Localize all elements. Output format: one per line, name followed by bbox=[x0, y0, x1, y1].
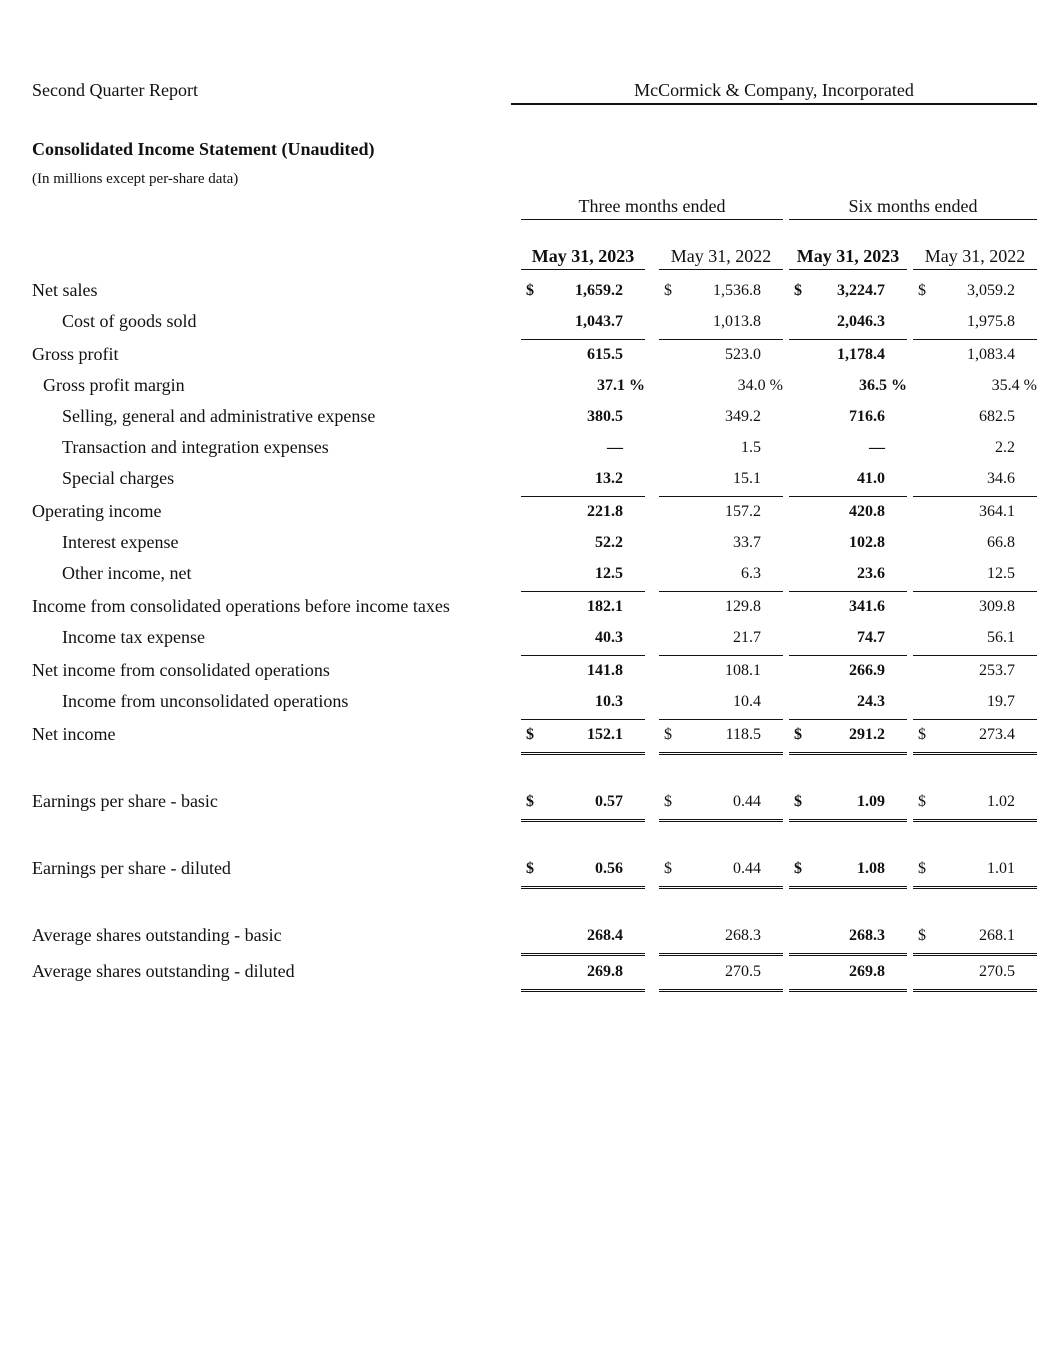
value-cell bbox=[913, 439, 1037, 465]
cell-value: 716.6 bbox=[849, 408, 885, 425]
value-cell bbox=[521, 662, 645, 688]
statement-subtitle: (In millions except per-share data) bbox=[32, 171, 239, 187]
value-cell bbox=[913, 282, 1037, 308]
cell-value: 36.5 % bbox=[859, 377, 907, 394]
value-cell bbox=[521, 377, 645, 403]
company-name: McCormick & Company, Incorporated bbox=[511, 80, 1037, 105]
value-cell bbox=[659, 470, 783, 497]
cell-value: 266.9 bbox=[849, 662, 885, 679]
cell-value: 1.09 bbox=[857, 793, 885, 810]
value-cell bbox=[659, 377, 783, 403]
value-cell bbox=[659, 439, 783, 465]
value-cell bbox=[913, 534, 1037, 560]
currency-symbol: $ bbox=[918, 726, 926, 743]
value-cell bbox=[659, 963, 783, 992]
value-cell bbox=[521, 693, 645, 720]
currency-symbol: $ bbox=[918, 793, 926, 810]
value-cell bbox=[659, 346, 783, 372]
cell-value: 268.1 bbox=[979, 927, 1015, 944]
group-header-three-months: Three months ended bbox=[521, 196, 783, 220]
column-header-6m-2022: May 31, 2022 bbox=[913, 246, 1037, 270]
value-cell bbox=[789, 470, 907, 497]
cell-value: 291.2 bbox=[849, 726, 885, 743]
value-cell bbox=[659, 860, 783, 889]
currency-symbol: $ bbox=[794, 726, 802, 743]
table-row bbox=[0, 437, 1055, 468]
value-cell bbox=[789, 598, 907, 624]
cell-value: 35.4 % bbox=[991, 377, 1037, 394]
cell-value: 523.0 bbox=[725, 346, 761, 363]
table-row bbox=[0, 468, 1055, 499]
cell-value: 141.8 bbox=[587, 662, 623, 679]
cell-value: 349.2 bbox=[725, 408, 761, 425]
currency-symbol: $ bbox=[526, 793, 534, 810]
cell-value: 41.0 bbox=[857, 470, 885, 487]
value-cell bbox=[913, 793, 1037, 822]
row-label: Earnings per share - basic bbox=[32, 791, 218, 811]
table-row bbox=[0, 925, 1055, 956]
table-row bbox=[0, 961, 1055, 992]
row-label: Cost of goods sold bbox=[62, 311, 197, 331]
value-cell bbox=[659, 726, 783, 755]
cell-value: 268.3 bbox=[849, 927, 885, 944]
cell-value: 157.2 bbox=[725, 503, 761, 520]
value-cell bbox=[913, 693, 1037, 720]
cell-value: 0.44 bbox=[733, 860, 761, 877]
cell-value: 682.5 bbox=[979, 408, 1015, 425]
row-label: Net income bbox=[32, 724, 116, 744]
value-cell bbox=[521, 534, 645, 560]
cell-value: 1.02 bbox=[987, 793, 1015, 810]
value-cell bbox=[521, 598, 645, 624]
cell-value: 23.6 bbox=[857, 565, 885, 582]
table-row bbox=[0, 406, 1055, 437]
cell-value: 269.8 bbox=[849, 963, 885, 980]
value-cell bbox=[521, 346, 645, 372]
row-label: Other income, net bbox=[62, 563, 192, 583]
value-cell bbox=[913, 598, 1037, 624]
cell-value: 118.5 bbox=[725, 726, 761, 743]
table-row bbox=[0, 596, 1055, 627]
cell-value: — bbox=[607, 439, 623, 456]
value-cell bbox=[789, 927, 907, 956]
value-cell bbox=[521, 439, 645, 465]
table-row bbox=[0, 724, 1055, 755]
value-cell bbox=[913, 662, 1037, 688]
cell-value: 1.5 bbox=[741, 439, 761, 456]
value-cell bbox=[521, 860, 645, 889]
value-cell bbox=[521, 565, 645, 592]
row-label: Income from unconsolidated operations bbox=[62, 691, 349, 711]
row-label: Average shares outstanding - diluted bbox=[32, 961, 295, 981]
cell-value: 52.2 bbox=[595, 534, 623, 551]
cell-value: 15.1 bbox=[733, 470, 761, 487]
cell-value: 1.08 bbox=[857, 860, 885, 877]
cell-value: 253.7 bbox=[979, 662, 1015, 679]
cell-value: 309.8 bbox=[979, 598, 1015, 615]
currency-symbol: $ bbox=[526, 282, 534, 299]
table-row bbox=[0, 627, 1055, 658]
row-label: Operating income bbox=[32, 501, 162, 521]
value-cell bbox=[913, 927, 1037, 956]
currency-symbol: $ bbox=[526, 860, 534, 877]
statement-title: Consolidated Income Statement (Unaudited) bbox=[32, 139, 375, 159]
currency-symbol: $ bbox=[526, 726, 534, 743]
value-cell bbox=[521, 282, 645, 308]
table-row bbox=[0, 691, 1055, 722]
cell-value: 1,083.4 bbox=[967, 346, 1015, 363]
currency-symbol: $ bbox=[794, 860, 802, 877]
table-row bbox=[0, 791, 1055, 822]
cell-value: 270.5 bbox=[979, 963, 1015, 980]
value-cell bbox=[913, 346, 1037, 372]
value-cell bbox=[521, 927, 645, 956]
column-header-3m-2023: May 31, 2023 bbox=[521, 246, 645, 270]
cell-value: 12.5 bbox=[595, 565, 623, 582]
cell-value: 34.6 bbox=[987, 470, 1015, 487]
table-row bbox=[0, 311, 1055, 342]
table-row bbox=[0, 563, 1055, 594]
value-cell bbox=[789, 565, 907, 592]
cell-value: 74.7 bbox=[857, 629, 885, 646]
report-name: Second Quarter Report bbox=[32, 80, 198, 100]
table-row bbox=[0, 344, 1055, 375]
value-cell bbox=[659, 503, 783, 529]
cell-value: 2.2 bbox=[995, 439, 1015, 456]
cell-value: 268.4 bbox=[587, 927, 623, 944]
currency-symbol: $ bbox=[664, 282, 672, 299]
value-cell bbox=[913, 503, 1037, 529]
value-cell bbox=[789, 662, 907, 688]
value-cell bbox=[913, 860, 1037, 889]
cell-value: 129.8 bbox=[725, 598, 761, 615]
value-cell bbox=[521, 793, 645, 822]
cell-value: 420.8 bbox=[849, 503, 885, 520]
table-row bbox=[0, 375, 1055, 406]
cell-value: 102.8 bbox=[849, 534, 885, 551]
value-cell bbox=[659, 629, 783, 656]
cell-value: 37.1 % bbox=[597, 377, 645, 394]
value-cell bbox=[659, 693, 783, 720]
cell-value: 364.1 bbox=[979, 503, 1015, 520]
cell-value: 270.5 bbox=[725, 963, 761, 980]
row-label: Net income from consolidated operations bbox=[32, 660, 330, 680]
value-cell bbox=[659, 662, 783, 688]
cell-value: 13.2 bbox=[595, 470, 623, 487]
value-cell bbox=[521, 470, 645, 497]
cell-value: — bbox=[869, 439, 885, 456]
cell-value: 10.3 bbox=[595, 693, 623, 710]
cell-value: 21.7 bbox=[733, 629, 761, 646]
value-cell bbox=[659, 927, 783, 956]
cell-value: 0.44 bbox=[733, 793, 761, 810]
row-label: Average shares outstanding - basic bbox=[32, 925, 282, 945]
value-cell bbox=[789, 534, 907, 560]
value-cell bbox=[659, 282, 783, 308]
cell-value: 1,178.4 bbox=[837, 346, 885, 363]
value-cell bbox=[789, 793, 907, 822]
value-cell bbox=[659, 408, 783, 434]
value-cell bbox=[789, 629, 907, 656]
value-cell bbox=[659, 598, 783, 624]
table-row bbox=[0, 858, 1055, 889]
cell-value: 0.57 bbox=[595, 793, 623, 810]
cell-value: 1,536.8 bbox=[713, 282, 761, 299]
value-cell bbox=[789, 377, 907, 403]
cell-value: 273.4 bbox=[979, 726, 1015, 743]
row-label: Income tax expense bbox=[62, 627, 205, 647]
row-label: Special charges bbox=[62, 468, 175, 488]
value-cell bbox=[659, 793, 783, 822]
value-cell bbox=[521, 313, 645, 340]
cell-value: 66.8 bbox=[987, 534, 1015, 551]
value-cell bbox=[521, 629, 645, 656]
column-header-6m-2023: May 31, 2023 bbox=[789, 246, 907, 270]
row-label: Net sales bbox=[32, 280, 98, 300]
currency-symbol: $ bbox=[794, 282, 802, 299]
value-cell bbox=[789, 963, 907, 992]
value-cell bbox=[913, 726, 1037, 755]
cell-value: 1,659.2 bbox=[575, 282, 623, 299]
table-row bbox=[0, 660, 1055, 691]
cell-value: 10.4 bbox=[733, 693, 761, 710]
cell-value: 221.8 bbox=[587, 503, 623, 520]
value-cell bbox=[913, 470, 1037, 497]
cell-value: 33.7 bbox=[733, 534, 761, 551]
row-label: Interest expense bbox=[62, 532, 179, 552]
cell-value: 1,043.7 bbox=[575, 313, 623, 330]
row-label: Transaction and integration expenses bbox=[62, 437, 329, 457]
value-cell bbox=[521, 963, 645, 992]
table-row bbox=[0, 532, 1055, 563]
cell-value: 108.1 bbox=[725, 662, 761, 679]
table-row bbox=[0, 501, 1055, 532]
cell-value: 2,046.3 bbox=[837, 313, 885, 330]
cell-value: 269.8 bbox=[587, 963, 623, 980]
value-cell bbox=[913, 377, 1037, 403]
value-cell bbox=[789, 726, 907, 755]
value-cell bbox=[789, 860, 907, 889]
currency-symbol: $ bbox=[664, 860, 672, 877]
cell-value: 152.1 bbox=[587, 726, 623, 743]
value-cell bbox=[789, 282, 907, 308]
cell-value: 1.01 bbox=[987, 860, 1015, 877]
value-cell bbox=[789, 313, 907, 340]
cell-value: 6.3 bbox=[741, 565, 761, 582]
row-label: Earnings per share - diluted bbox=[32, 858, 231, 878]
currency-symbol: $ bbox=[664, 793, 672, 810]
group-header-six-months: Six months ended bbox=[789, 196, 1037, 220]
cell-value: 3,224.7 bbox=[837, 282, 885, 299]
value-cell bbox=[913, 408, 1037, 434]
cell-value: 615.5 bbox=[587, 346, 623, 363]
value-cell bbox=[521, 503, 645, 529]
currency-symbol: $ bbox=[664, 726, 672, 743]
cell-value: 1,975.8 bbox=[967, 313, 1015, 330]
value-cell bbox=[521, 408, 645, 434]
cell-value: 19.7 bbox=[987, 693, 1015, 710]
column-header-3m-2022: May 31, 2022 bbox=[659, 246, 783, 270]
value-cell bbox=[521, 726, 645, 755]
currency-symbol: $ bbox=[794, 793, 802, 810]
cell-value: 380.5 bbox=[587, 408, 623, 425]
currency-symbol: $ bbox=[918, 860, 926, 877]
cell-value: 0.56 bbox=[595, 860, 623, 877]
value-cell bbox=[789, 346, 907, 372]
value-cell bbox=[789, 693, 907, 720]
currency-symbol: $ bbox=[918, 282, 926, 299]
value-cell bbox=[789, 439, 907, 465]
cell-value: 40.3 bbox=[595, 629, 623, 646]
row-label: Gross profit margin bbox=[43, 375, 185, 395]
cell-value: 182.1 bbox=[587, 598, 623, 615]
value-cell bbox=[659, 313, 783, 340]
row-label: Gross profit bbox=[32, 344, 119, 364]
value-cell bbox=[789, 503, 907, 529]
cell-value: 34.0 % bbox=[737, 377, 783, 394]
cell-value: 1,013.8 bbox=[713, 313, 761, 330]
cell-value: 56.1 bbox=[987, 629, 1015, 646]
cell-value: 3,059.2 bbox=[967, 282, 1015, 299]
table-row bbox=[0, 280, 1055, 311]
row-label: Selling, general and administrative expense bbox=[62, 406, 376, 426]
value-cell bbox=[789, 408, 907, 434]
cell-value: 12.5 bbox=[987, 565, 1015, 582]
cell-value: 341.6 bbox=[849, 598, 885, 615]
currency-symbol: $ bbox=[918, 927, 926, 944]
cell-value: 268.3 bbox=[725, 927, 761, 944]
row-label: Income from consolidated operations before income taxes bbox=[32, 596, 450, 616]
cell-value: 24.3 bbox=[857, 693, 885, 710]
value-cell bbox=[659, 565, 783, 592]
value-cell bbox=[913, 313, 1037, 340]
value-cell bbox=[913, 963, 1037, 992]
value-cell bbox=[913, 629, 1037, 656]
value-cell bbox=[913, 565, 1037, 592]
value-cell bbox=[659, 534, 783, 560]
